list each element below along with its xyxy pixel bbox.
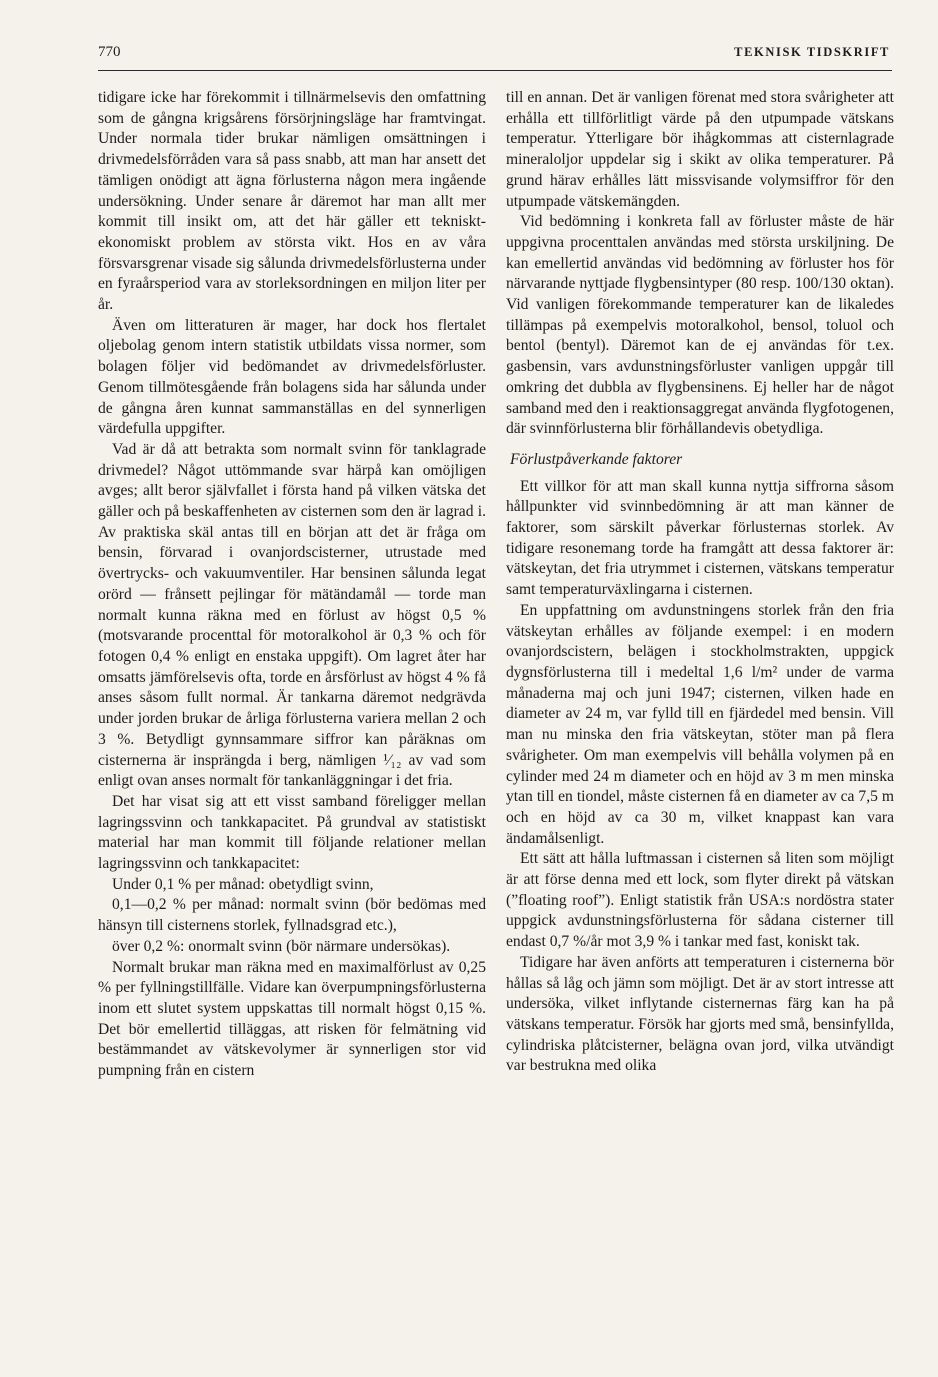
paragraph: till en annan. Det är vanligen förenat med stora svårigheter att erhålla ett tillförlitligt värde på den utpumpade vätskans temperatur. Ytterligare bör ihågkommas att cisternlagrade mineraloljor uppdelar sig i skikt av olika temperaturer. På grund härav erhålles lätt missvisande volymsiffror för den utpumpade vätskemängden. <box>506 89 894 210</box>
paragraph: En uppfattning om avdunstningens storlek från den fria vätskeytan erhålles av följande exempel: i en modern ovanjordscistern, belägen i stockholmstrakten, uppgick dygnsförlusterna till i medeltal 1,6 l/m² under de varma månaderna maj och juni 1947; cisternen, vilken hade en diameter av 24 m, var fylld till en fjärdedel med bensin. Vill man nu minska den fria vätskeytan, stöter man på flera svårigheter. Om man exempelvis vill behålla volymen på en cylinder med 24 m diameter och en höjd av 3 m men minska ytan till en tiondel, måste cisternen få en diameter av ca 7,5 m och en höjd av ca 30 m, vilket knappast kan vara ändamålsenligt. <box>506 601 894 847</box>
right-column <box>506 88 894 1077</box>
paragraph: Ett villkor för att man skall kunna nyttja siffrorna såsom hållpunkter vid svinnbedömning är att man känner de faktorer, som särskilt påverkar förlusternas storlek. Av tidigare resonemang torde ha framgått att dessa faktorer är: vätskeytan, det fria utrymmet i cisternen, vätskans temperatur samt temperaturväxlingarna i cisternen. <box>506 477 894 599</box>
paragraph: Även om litteraturen är mager, har dock hos flertalet oljebolag genom intern statistik utbildats vissa normer, som bolagen följer vid bedömandet av drivmedelsförluster. Genom tillmötesgående från bolagens sida har sålunda under de gångna åren kunnat sammanställas en del synnerligen värdefulla uppgifter. <box>98 316 486 438</box>
paragraph: Ett sätt att hålla luftmassan i cisternen så liten som möjligt är att förse denna med ett lock, som flyter direkt på vätskan (”floating roof”). Enligt statistik från USA:s nordöstra stater uppgick avdunstningsförlusterna för sådana cisterner till endast 0,7 %/år mot 3,9 % i tankar med fast, koniskt tak. <box>506 850 894 951</box>
journal-title: TEKNISK TIDSKRIFT <box>734 45 890 59</box>
paragraph: Det har visat sig att ett visst samband föreligger mellan lagringssvinn och tankkapacitet. På grundval av statistiskt material har man kommit till följande relationer mellan lagringssvinn och tankkapacitet: <box>98 792 486 873</box>
list-item: Under 0,1 % per månad: obetydligt svinn, <box>112 875 374 893</box>
page-number: 770 <box>98 44 121 60</box>
list-item: 0,1—0,2 % per månad: normalt svinn (bör bedömas med hänsyn till cisternens storlek, fyllnadsgrad etc.), <box>98 896 486 935</box>
list-item: över 0,2 %: onormalt svinn (bör närmare undersökas). <box>112 937 451 955</box>
left-column <box>98 88 486 1082</box>
paragraph: Tidigare har även anförts att temperaturen i cisternerna bör hållas så låg och jämn som möjligt. Det är av stort intresse att undersöka, vilket inflytande cisternernas färg kan ha på vätskans temperatur. Försök har gjorts med små, bensinfyllda, cylindriska plåtcisterner, belägna ovan jord, vilka utvändigt var bestrukna med olika <box>506 953 894 1075</box>
paragraph: Vid bedömning i konkreta fall av förluster måste de här uppgivna procenttalen användas med största urskiljning. De kan emellertid användas vid bedömning av förluster hos för närvarande nyttjade flygbensintyper (80 resp. 100/130 oktan). Vid vanligen förekommande temperaturer kan de likaledes tillämpas på exempelvis motoralkohol, bensol, toluol och bentol (bentyl). Däremot kan de ej användas för t.ex. gasbensin, vars avdunstningsförluster vanligen uppgår till omkring det dubbla av flygbensinens. Ej heller har de något samband med den i reaktionsaggregat använda flygfotogenen, där svinnförlusterna blir förhållandevis obetydliga. <box>506 213 894 438</box>
paragraph: tidigare icke har förekommit i tillnärmelsevis den omfattning som de gångna krigsårens försörjningsläge har framtvingat. Under normala tider brukar nämligen omsättningen i drivmedelsförråden vara så pass snabb, att man har ansett det tämligen onödigt att ägna förlusterna någon mera ingående undersökning. Under senare år däremot har man allt mer kommit till insikt om, att det här gäller ett tekniskt-ekonomiskt problem av största vikt. Hos en av våra försvarsgrenar visade sig sålunda drivmedelsförlusterna under en fyraårsperiod vara av storleksordningen en miljon liter per år. <box>98 89 486 314</box>
page-header <box>98 40 892 71</box>
paragraph: Normalt brukar man räkna med en maximalförlust av 0,25 % per fyllningstillfälle. Vidare kan överpumpningsförlusterna inom ett slutet system uppskattas till normalt högst 0,15 %. Det bör emellertid tilläggas, att risken för felmätning vid bestämmandet av vätskevolymer är synnerligen stor vid pumpning från en cistern <box>98 958 486 1080</box>
section-heading: Förlustpåverkande faktorer <box>510 450 683 468</box>
paragraph: Vad är då att betrakta som normalt svinn för tanklagrade drivmedel? Något uttömmande svar härpå kan omöjligen avges; allt beror självfallet i första hand på vilken vätska det gäller och på beskaffenheten av cisternen som den är lagrad i. Av praktiska skäl antas till en början att det är fråga om bensin, förvarad i ovanjordscisterner, utrustade med övertrycks- och vakuumventiler. Har bensinen sålunda legat orörd — frånsett pejlingar för mätändamål — torde man normalt kunna räkna med en förlust av högst 0,5 % (motsvarande procenttal för motoralkohol är 0,3 % och för fotogen 0,4 % enligt en enstaka uppgift). Om lagret åter har omsatts jämförelsevis ofta, torde en årsförlust av högst 4 % få anses såsom fullt normal. Är tankarna däremot nedgrävda under jorden brukar de årliga förlusterna variera mellan 2 och 3 %. Betydligt gynnsammare siffror kan påräknas om cisternerna är insprängda i berg, nämligen ¹⁄₁₂ av vad som enligt ovan anses normalt för tankanläggningar i det fria. <box>98 440 486 790</box>
